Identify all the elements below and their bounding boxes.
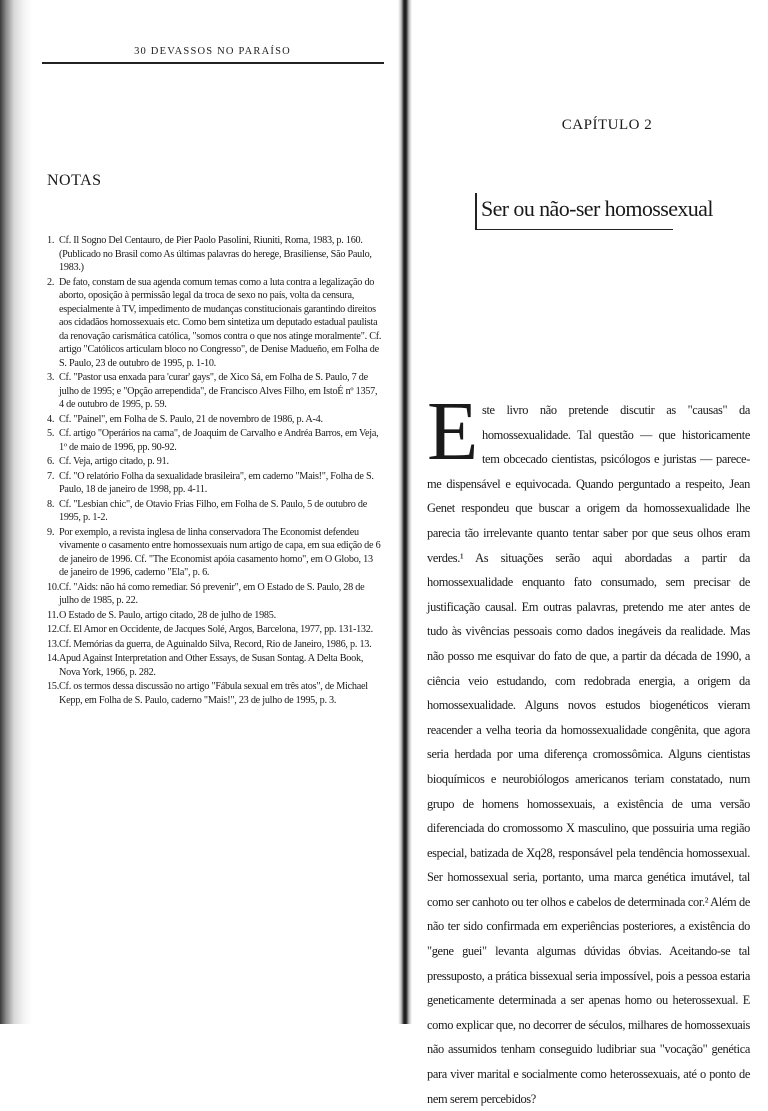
note-text: De fato, constam de sua agenda comum temas como a luta contra a legalização do aborto, oposição à permissão legal da troca de sexo no país, volta da censura, especialmente à TV, impedimento de mudanças constitucionais garantindo direitos aos cidadãos homossexuais etc. Como bem sintetiza um deputado estadual paulista da renovação carismática católica, "somos contra o que nos atinge moralmente". Cf. artigo "Católicos articulam bloco no Congresso", de Denise Madueño, em Folha de S. Paulo, 23 de outubro de 1995, p. 1-10. <box>59 276 382 369</box>
note-item <box>47 427 383 454</box>
note-number: 8. <box>47 498 55 510</box>
note-item <box>47 498 383 525</box>
note-number: 14. <box>47 653 59 664</box>
running-head: 30 DEVASSOS NO PARAÍSO <box>134 46 291 57</box>
note-item <box>47 371 383 412</box>
note-text: Cf. artigo "Operários na cama", de Joaquim de Carvalho e Andréa Barros, em Veja, 1º de maio de 1996, pp. 90-92. <box>59 428 379 453</box>
chapter-body-text: ste livro não pretende discutir as "causas" da homossexualidade. Tal questão — que historicamente tem obcecado cientistas, psicólogos e juristas — parece-me dispensável e equivocada. Quando perguntado a respeito, Jean Genet respondeu que buscar a origem da homossexualidade lhe parecia tão irrelevante quanto tentar saber por que seus olhos eram verdes.¹ As situações serão aqui abordadas a partir da homossexualidade enquanto fato consumado, sem precisar de justificação causal. Em outras palavras, pretendo me ater antes de tudo às vivências pessoais como dados inegáveis da realidade. Mas não posso me esquivar do fato de que, a partir da década de 1990, a ciência veio estudando, com redobrada energia, a origem da homossexualidade. Alguns novos estudos biogenéticos vieram reacender a velha teoria da homossexualidade congênita, que agora seria herdada por uma diferença cromossômica. Alguns cientistas bioquímicos e neurobiólogos americanos teriam constatado, num grupo de homens homossexuais, a existência de uma versão diferenciada do cromossomo X masculino, que possuiria uma região especial, batizada de Xq28, responsável pela tendência homossexual. Ser homossexual seria, portanto, uma marca genética imutável, tal como ser canhoto ou ter olhos e cabelos de determinada cor.² Além de não ter sido confirmada em experiências posteriores, a existência do "gene guei" levanta algumas dúvidas óbvias. Aceitando-se tal pressuposto, a prática bissexual seria impossível, pois a pessoa estaria geneticamente determinada a ser apenas homo ou heterossexual. E como explicar que, no decorrer de séculos, milhares de homossexuais não assumidos tenham conseguido ludibriar sua "vocação" genética para viver marital e socialmente como heterossexuais, até o ponto de nem serem percebidos? <box>427 403 750 1106</box>
note-number: 1. <box>47 235 55 246</box>
note-number: 6. <box>47 456 55 467</box>
note-text: Cf. Il Sogno Del Centauro, de Pier Paolo Pasolini, Riuniti, Roma, 1983, p. 160. (Publicado no Brasil como As últimas palavras do herege, Brasiliense, São Paulo, 1983.) <box>59 235 372 273</box>
note-text: Cf. Memórias da guerra, de Aguinaldo Silva, Record, Rio de Janeiro, 1986, p. 13. <box>59 638 372 650</box>
note-text: Apud Against Interpretation and Other Essays, de Susan Sontag. A Delta Book, Nova York, 1966, p. 282. <box>59 653 364 678</box>
note-item <box>47 234 383 275</box>
note-text: Cf. "O relatório Folha da sexualidade brasileira", em caderno "Mais!", Folha de S. Paulo, 18 de janeiro de 1998, pp. 4-11. <box>59 470 374 495</box>
note-number: 3. <box>47 372 55 383</box>
note-item <box>47 276 383 371</box>
scan-edge-shadow <box>0 0 32 1024</box>
right-page <box>415 0 768 1106</box>
drop-cap: E <box>427 385 478 478</box>
note-number: 11. <box>47 609 59 621</box>
note-item <box>47 652 383 679</box>
note-text: Cf. El Amor en Occidente, de Jacques Solé, Argos, Barcelona, 1977, pp. 131-132. <box>59 624 373 635</box>
note-number: 4. <box>47 413 55 425</box>
note-text: Por exemplo, a revista inglesa de linha conservadora The Economist defendeu vivamente o casamento entre homossexuais num artigo de capa, em sua edição de 6 de janeiro de 1996. Cf. "The Economist apóia casamento homo", em O Globo, 13 de janeiro de 1996, caderno "Ela", p. 6. <box>59 526 381 578</box>
note-number: 5. <box>47 428 55 439</box>
note-item <box>47 526 383 580</box>
note-number: 7. <box>47 470 55 482</box>
note-item <box>47 680 383 707</box>
chapter-body <box>427 385 750 1111</box>
note-number: 12. <box>47 624 59 635</box>
note-item <box>47 581 383 608</box>
note-text: Cf. os termos dessa discussão no artigo "Fábula sexual em três atos", de Michael Kepp, em Folha de S. Paulo, caderno "Mais!", 23 de julho de 1995, p. 3. <box>59 681 368 706</box>
notes-list <box>47 234 383 708</box>
note-number: 15. <box>47 681 59 692</box>
note-text: Cf. "Pastor usa enxada para 'curar' gays", de Xico Sá, em Folha de S. Paulo, 7 de julho de 1995; e "Opção arrependida", de Francisco Alves Filho, em IstoÉ nº 1357, 4 de outubro de 1995, p. 59. <box>59 372 378 410</box>
note-text: Cf. Veja, artigo citado, p. 91. <box>59 456 169 467</box>
title-bar-horizontal <box>475 229 673 230</box>
note-number: 10. <box>47 581 59 593</box>
note-text: O Estado de S. Paulo, artigo citado, 28 de julho de 1985. <box>59 609 276 621</box>
note-text: Cf. "Aids: não há como remediar. Só prevenir", em O Estado de S. Paulo, 28 de julho de 1985, p. 22. <box>59 581 365 606</box>
running-head-rule <box>42 62 384 64</box>
note-item <box>47 455 383 469</box>
chapter-title: Ser ou não-ser homossexual <box>481 196 713 221</box>
note-item <box>47 623 383 637</box>
notes-title: NOTAS <box>47 172 102 189</box>
note-text: Cf. "Painel", em Folha de S. Paulo, 21 de novembro de 1986, p. A-4. <box>59 413 323 425</box>
book-gutter <box>398 0 412 1024</box>
chapter-label: CAPÍTULO 2 <box>561 117 653 133</box>
note-number: 9. <box>47 526 55 538</box>
note-item <box>47 638 383 652</box>
note-item <box>47 470 383 497</box>
note-number: 13. <box>47 638 59 650</box>
note-item <box>47 413 383 427</box>
note-item <box>47 609 383 623</box>
note-text: Cf. "Lesbian chic", de Otavio Frias Filho, em Folha de S. Paulo, 5 de outubro de 1995, p. 1-2. <box>59 498 368 523</box>
note-number: 2. <box>47 276 55 288</box>
